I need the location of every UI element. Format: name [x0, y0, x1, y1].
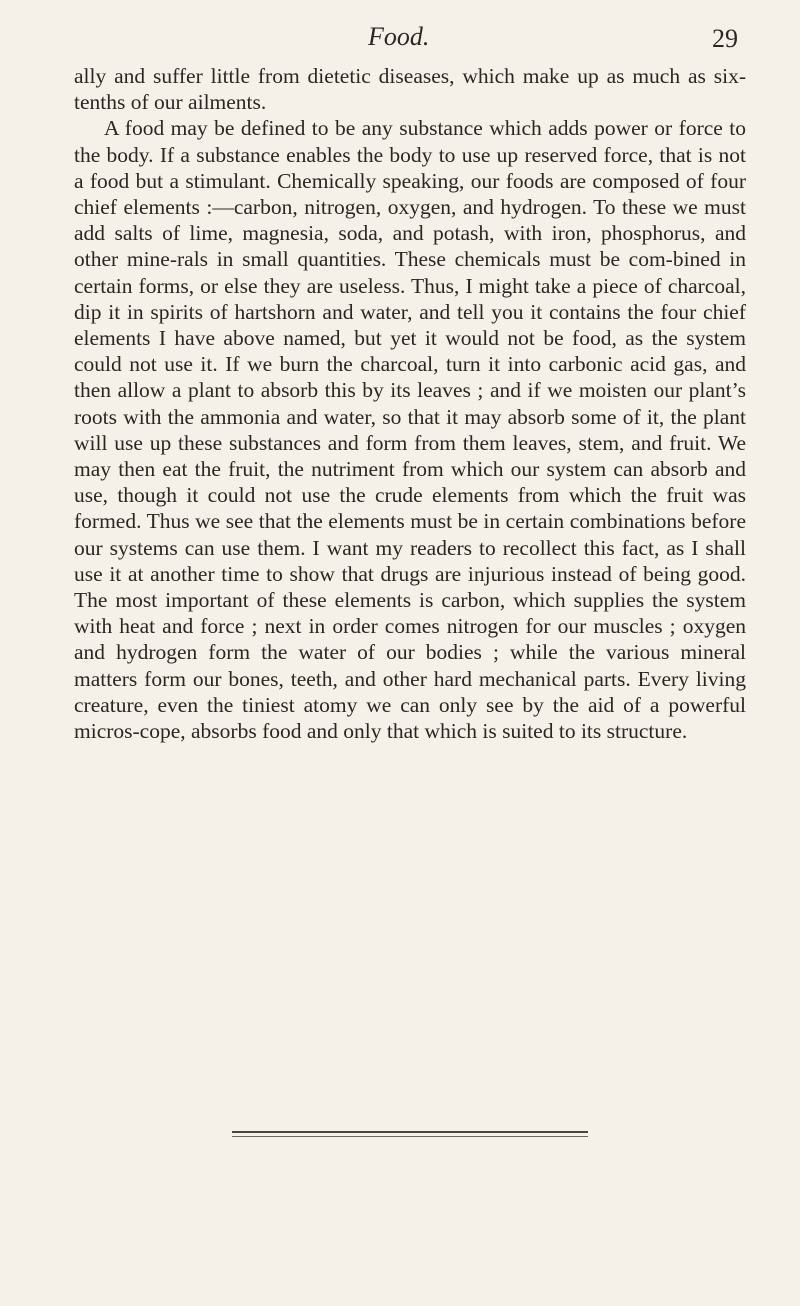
footer-rule-thick [232, 1131, 588, 1133]
paragraph-food-definition: A food may be defined to be any substance which adds power or force to the body. If a substance enables the body to use up reserved force, that is not a food but a stimulant. Chemically speaking, our foods are composed of four chief elements :—carbon, nitrogen, oxygen, and hydrogen. To these we must add salts of lime, magnesia, soda, and potash, with iron, phosphorus, and other mine-rals in small quantities. These chemicals must be com-bined in certain forms, or else they are useless. Thus, I might take a piece of charcoal, dip it in spirits of hartshorn and water, and tell you it contains the four chief elements I have above named, but yet it would not be food, as the system could not use it. If we burn the charcoal, turn it into carbonic acid gas, and then allow a plant to absorb this by its leaves ; and if we moisten our plant’s roots with the ammonia and water, so that it may absorb some of it, the plant will use up these substances and form from them leaves, stem, and fruit. We may then eat the fruit, the nutriment from which our system can absorb and use, though it could not use the crude elements from which the fruit was formed. Thus we see that the elements must be in certain combinations before our systems can use them. I want my readers to recollect this fact, as I shall use it at another time to show that drugs are injurious instead of being good. The most important of these elements is carbon, which supplies the system with heat and force ; next in order comes nitrogen for our muscles ; oxygen and hydrogen form the water of our bodies ; while the various mineral matters form our bones, teeth, and other hard mechanical parts. Every living creature, even the tiniest atomy we can only see by the aid of a powerful micros-cope, absorbs food and only that which is suited to its structure. [74, 116, 746, 744]
body-text [74, 63, 746, 744]
running-head [0, 20, 800, 60]
page-number: 29 [712, 24, 738, 53]
running-head-title: Food. [368, 22, 430, 51]
footer-rule-thin [232, 1136, 588, 1137]
footer-rule [232, 1131, 588, 1141]
paragraph-continuation: ally and suffer little from dietetic diseases, which make up as much as six-tenths of our ailments. [74, 64, 746, 115]
